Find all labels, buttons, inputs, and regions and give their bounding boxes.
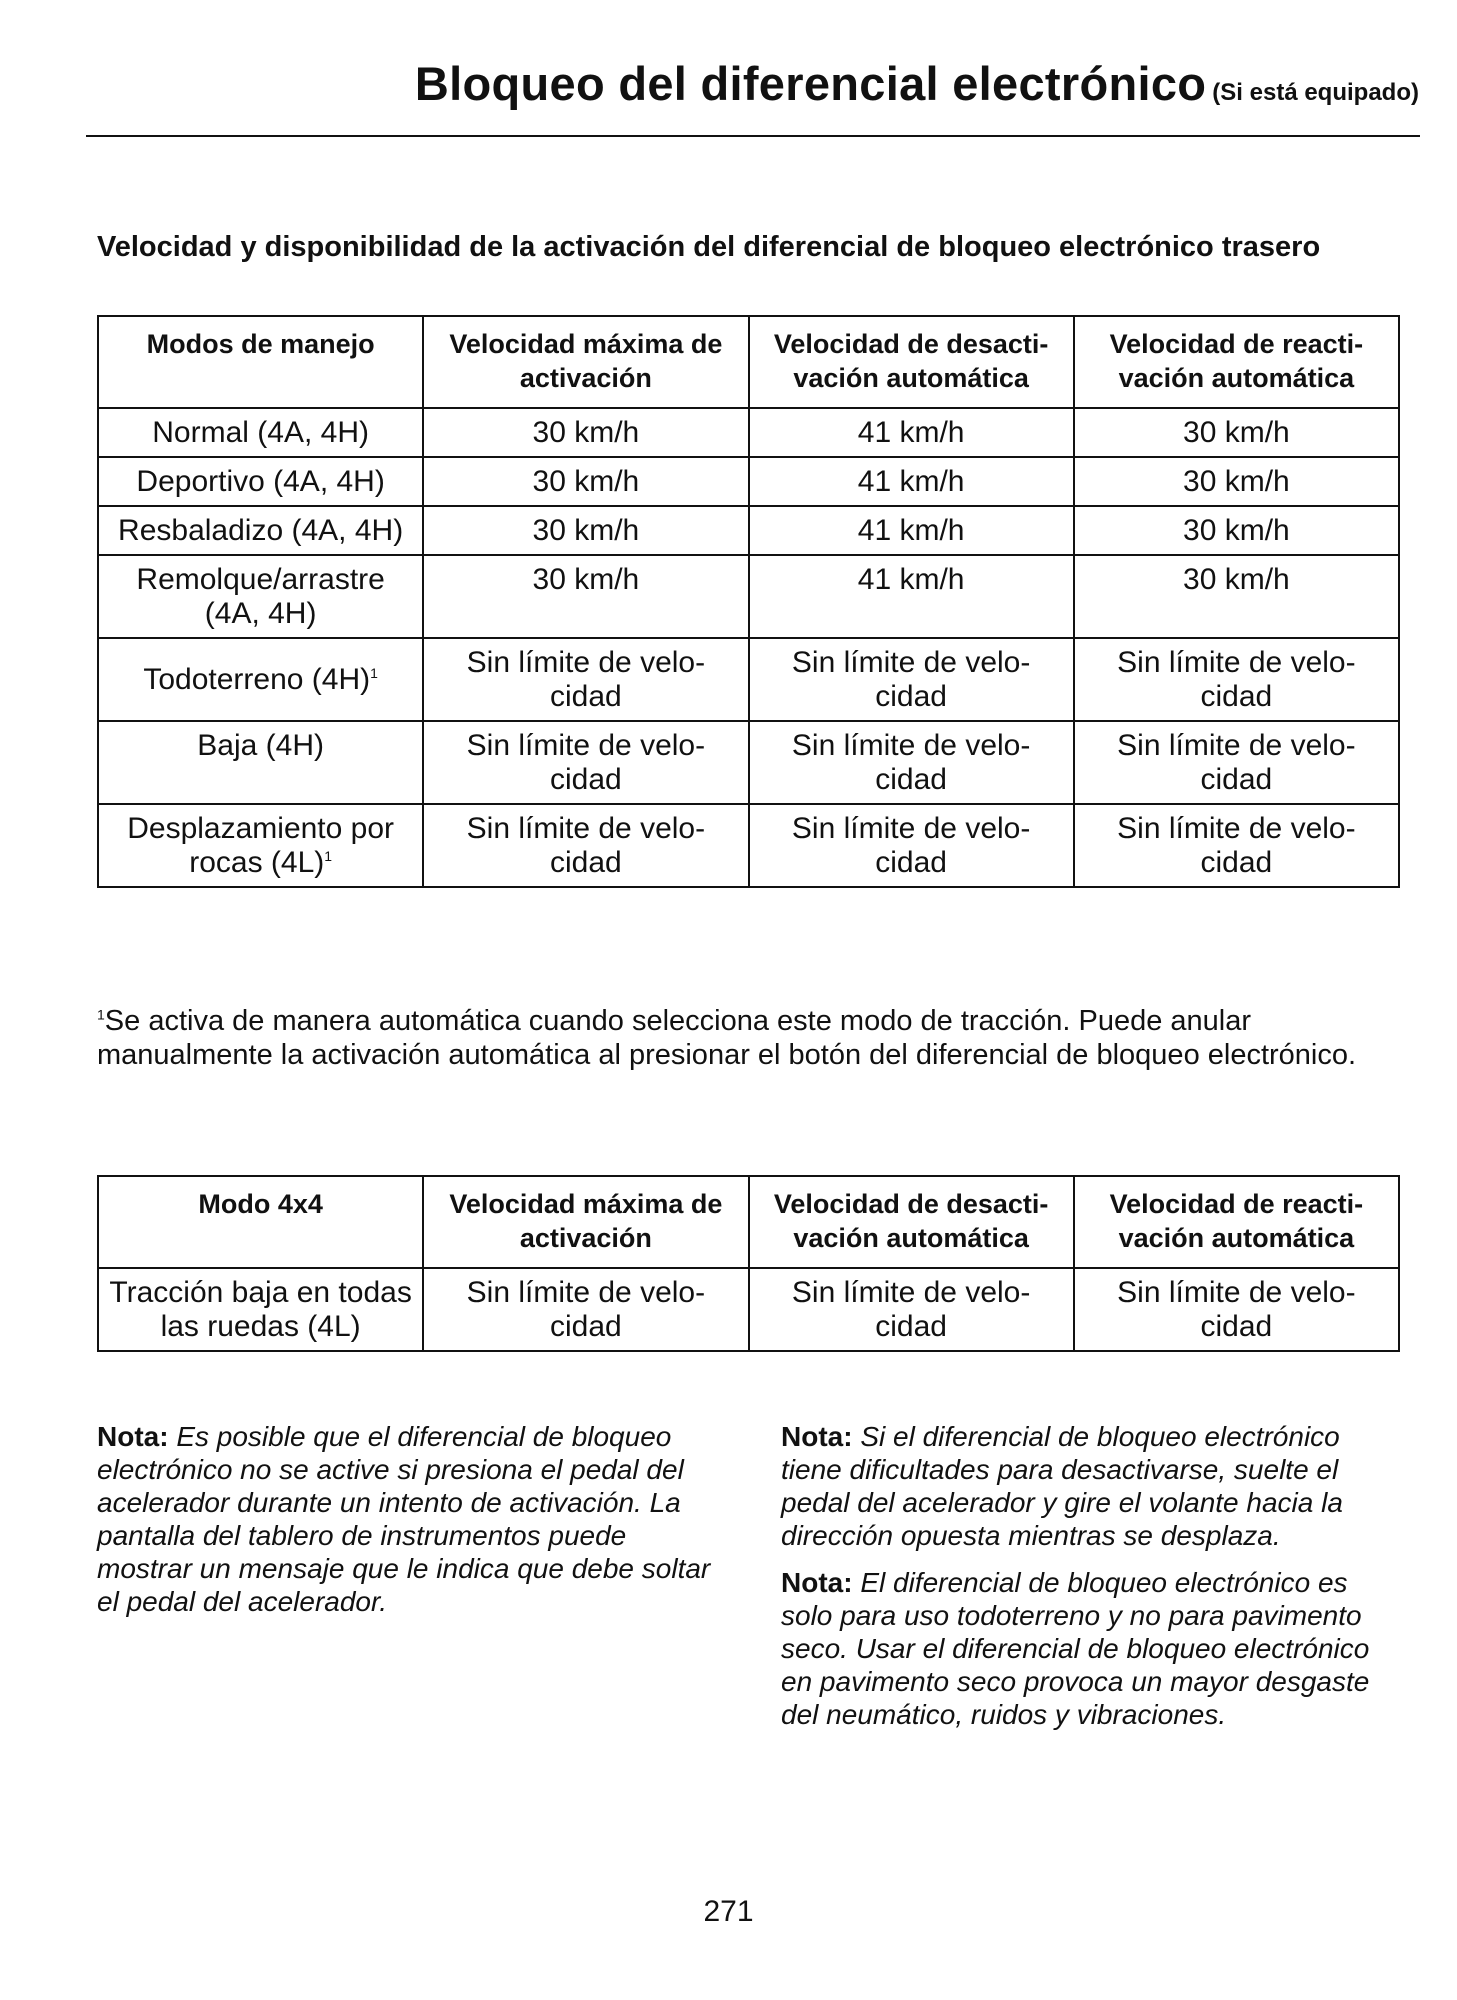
value-cell: 30 km/h xyxy=(423,555,748,638)
mode-cell xyxy=(98,555,423,638)
value-cell: 30 km/h xyxy=(423,506,748,555)
column-header: Velocidad de reacti-vación automática xyxy=(1074,316,1399,408)
mode-cell xyxy=(98,457,423,506)
value-cell: 30 km/h xyxy=(1074,555,1399,638)
mode-cell xyxy=(98,721,423,804)
mode-label: Normal (4A, 4H) xyxy=(152,416,369,449)
mode-cell xyxy=(98,638,423,721)
column-header: Velocidad de desacti-vación automática xyxy=(749,1176,1074,1268)
table-header-row xyxy=(98,316,1399,408)
page-title-suffix: (Si está equipado) xyxy=(1212,79,1419,106)
notes-right-column xyxy=(781,1420,1406,1745)
column-header: Velocidad máxima de activación xyxy=(423,316,748,408)
table-header-row xyxy=(98,1176,1399,1268)
page-number: 271 xyxy=(703,1895,754,1928)
table-row xyxy=(98,408,1399,457)
value-cell: Sin límite de velo-cidad xyxy=(423,804,748,887)
mode-cell xyxy=(98,408,423,457)
value-cell: 30 km/h xyxy=(1074,506,1399,555)
table-row xyxy=(98,506,1399,555)
table-row xyxy=(98,457,1399,506)
note-label: Nota: xyxy=(781,1567,853,1598)
footnote-marker: 1 xyxy=(324,848,333,864)
mode-cell xyxy=(98,804,423,887)
mode-cell: Tracción baja en todas las ruedas (4L) xyxy=(98,1268,423,1351)
page-title: Bloqueo del diferencial electrónico xyxy=(414,57,1207,110)
note-text: Es posible que el diferencial de bloqueo electrónico no se active si presiona el pedal del acelerador durante un intento de activación. La pantalla del tablero de instrumentos puede mostrar un mensaje que le indica que debe soltar el pedal del acelerador. xyxy=(97,1421,711,1617)
value-cell: Sin límite de velo-cidad xyxy=(749,638,1074,721)
value-cell: 30 km/h xyxy=(423,457,748,506)
value-cell: Sin límite de velo-cidad xyxy=(749,804,1074,887)
value-cell: Sin límite de velo-cidad xyxy=(1074,804,1399,887)
value-cell: 41 km/h xyxy=(749,457,1074,506)
value-cell: Sin límite de velo-cidad xyxy=(423,721,748,804)
table-row xyxy=(98,1268,1399,1351)
column-header: Modo 4x4 xyxy=(98,1176,423,1268)
column-header: Modos de manejo xyxy=(98,316,423,408)
value-cell: Sin límite de velo-cidad xyxy=(423,638,748,721)
value-cell: 30 km/h xyxy=(1074,457,1399,506)
table-row xyxy=(98,721,1399,804)
value-cell: Sin límite de velo-cidad xyxy=(1074,1268,1399,1351)
mode-label: Resbaladizo (4A, 4H) xyxy=(118,514,404,547)
note xyxy=(781,1420,1406,1552)
value-cell: 41 km/h xyxy=(749,555,1074,638)
value-cell: Sin límite de velo-cidad xyxy=(1074,721,1399,804)
mode-label: Baja (4H) xyxy=(197,729,324,762)
footnote-text: Se activa de manera automática cuando selecciona este modo de tracción. Puede anular manualmente la activación automática al presionar el botón del diferencial de bloqueo electrónico. xyxy=(97,1005,1357,1071)
note-text: Si el diferencial de bloqueo electrónico tiene dificultades para desactivarse, suelte el pedal del acelerador y gire el volante hacia la dirección opuesta mientras se desplaza. xyxy=(781,1421,1343,1551)
value-cell: 41 km/h xyxy=(749,408,1074,457)
table-row xyxy=(98,638,1399,721)
value-cell: Sin límite de velo-cidad xyxy=(1074,638,1399,721)
note-label: Nota: xyxy=(781,1421,853,1452)
section-heading: Velocidad y disponibilidad de la activación del diferencial de bloqueo electrónico trasero xyxy=(97,231,1321,263)
column-header: Velocidad de desacti-vación automática xyxy=(749,316,1074,408)
value-cell: Sin límite de velo-cidad xyxy=(749,721,1074,804)
note-text: El diferencial de bloqueo electrónico es solo para uso todoterreno y no para pavimento seco. Usar el diferencial de bloqueo electrónico en pavimento seco provoca un mayor desgaste del neumático, ruidos y vibraciones. xyxy=(781,1567,1370,1730)
table-row xyxy=(98,804,1399,887)
note xyxy=(781,1566,1406,1731)
value-cell: 30 km/h xyxy=(1074,408,1399,457)
value-cell: 41 km/h xyxy=(749,506,1074,555)
table-row xyxy=(98,555,1399,638)
mode-cell xyxy=(98,506,423,555)
value-cell: Sin límite de velo-cidad xyxy=(423,1268,748,1351)
mode-label: Todoterreno (4H) xyxy=(143,663,371,696)
note-label: Nota: xyxy=(97,1421,169,1452)
footnote-marker: 1 xyxy=(370,665,378,681)
header-divider xyxy=(86,135,1420,137)
column-header: Velocidad de reacti-vación automática xyxy=(1074,1176,1399,1268)
mode-label: Desplazamiento por rocas (4L) xyxy=(127,812,395,879)
footnote-marker: 1 xyxy=(97,1006,105,1023)
value-cell: 30 km/h xyxy=(423,408,748,457)
page-header xyxy=(86,56,1420,111)
value-cell: Sin límite de velo-cidad xyxy=(749,1268,1074,1351)
mode-label: Deportivo (4A, 4H) xyxy=(136,465,385,498)
column-header: Velocidad máxima de activación xyxy=(423,1176,748,1268)
note xyxy=(97,1420,717,1618)
mode-label: Remolque/arrastre (4A, 4H) xyxy=(136,563,385,630)
table-footnote xyxy=(97,1004,1407,1072)
speed-table-4x4-mode xyxy=(97,1175,1400,1352)
speed-table-drive-modes xyxy=(97,315,1400,888)
notes-left-column xyxy=(97,1420,717,1632)
